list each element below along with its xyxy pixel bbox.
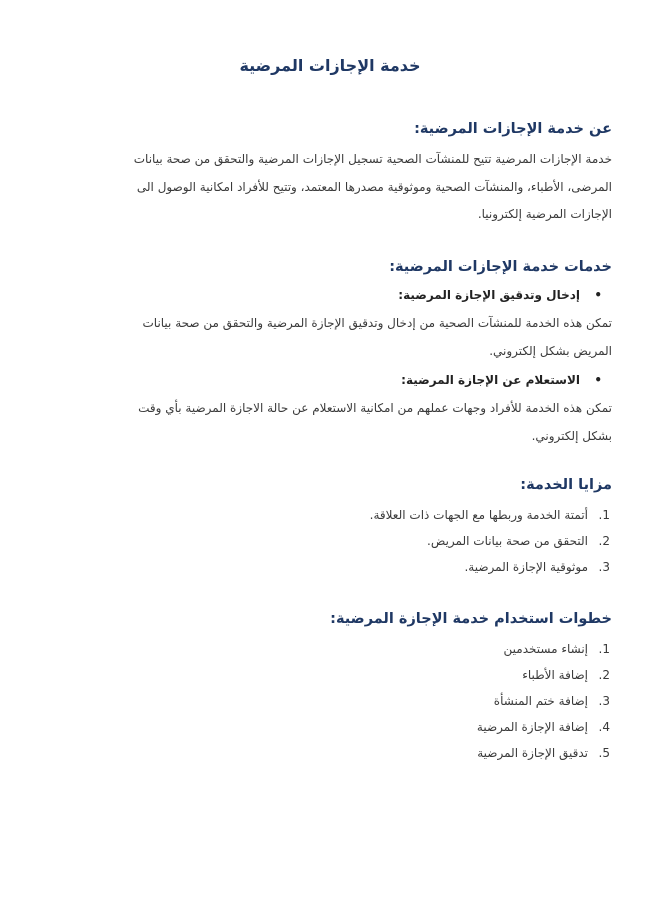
- list-item-number: 4.: [598, 720, 610, 734]
- list-item: [48, 554, 612, 580]
- service-item-entry: [48, 284, 612, 306]
- list-item-text: التحقق من صحة بيانات المريض.: [427, 534, 588, 548]
- services-section: [48, 256, 612, 450]
- list-item: [48, 740, 612, 766]
- service-item-title: الاستعلام عن الإجازة المرضية:: [401, 373, 580, 387]
- steps-heading: خطوات استخدام خدمة الإجازة المرضية:: [330, 611, 612, 627]
- list-item: [48, 636, 612, 662]
- service-entry-line-2: المريض بشكل إلكتروني.: [489, 343, 612, 358]
- list-item-text: إضافة الإجازة المرضية: [476, 720, 588, 734]
- about-line-3: الإجازات المرضية إلكترونيا.: [477, 207, 612, 221]
- list-item-number: 1.: [598, 642, 610, 656]
- list-item-text: إضافة الأطباء: [522, 668, 588, 682]
- bullet-icon: •: [594, 288, 602, 302]
- page-title: خدمة الإجازات المرضية: [239, 56, 421, 75]
- about-line-2: المرضى، الأطباء، والمنشآت الصحية وموثوقية مصدرها المعتمد، وتتيح للأفراد امكانية الوصول الى: [136, 179, 612, 194]
- list-item-text: إنشاء مستخدمين: [503, 642, 588, 656]
- list-item-text: أتمتة الخدمة وربطها مع الجهات ذات العلاقة.: [369, 508, 588, 522]
- about-line-1: خدمة الإجازات المرضية تتيح للمنشآت الصحية تسجيل الإجازات المرضية والتحقق من صحة بيانات: [133, 152, 612, 166]
- list-item: [48, 502, 612, 528]
- list-item-number: 2.: [598, 668, 610, 682]
- about-section: [48, 118, 612, 229]
- services-heading: خدمات خدمة الإجازات المرضية:: [389, 259, 612, 275]
- service-inquiry-line-1: تمكن هذه الخدمة للأفراد وجهات عملهم من امكانية الاستعلام عن حالة الاجازة المرضية بأي وقت: [138, 401, 612, 415]
- list-item-number: 3.: [598, 560, 610, 574]
- list-item-text: إضافة ختم المنشأة: [493, 694, 588, 708]
- list-item: [48, 662, 612, 688]
- advantages-heading: مزايا الخدمة:: [520, 477, 612, 493]
- service-entry-line-1: تمكن هذه الخدمة للمنشآت الصحية من إدخال وتدقيق الإجازة المرضية والتحقق من صحة بيانات: [142, 316, 612, 330]
- list-item-text: موثوقية الإجازة المرضية.: [464, 560, 588, 574]
- list-item-number: 2.: [598, 534, 610, 548]
- advantages-list: [48, 502, 612, 580]
- list-item-number: 1.: [598, 508, 610, 522]
- advantages-section: [48, 474, 612, 580]
- about-heading: عن خدمة الإجازات المرضية:: [414, 121, 612, 137]
- bullet-icon: •: [594, 373, 602, 387]
- list-item-number: 5.: [598, 746, 610, 760]
- list-item-text: تدقيق الإجازة المرضية: [477, 746, 588, 760]
- service-item-inquiry: [48, 369, 612, 391]
- list-item: [48, 528, 612, 554]
- service-item-title: إدخال وتدقيق الإجازة المرضية:: [398, 288, 580, 302]
- list-item: [48, 714, 612, 740]
- steps-section: [48, 608, 612, 766]
- list-item-number: 3.: [598, 694, 610, 708]
- list-item: [48, 688, 612, 714]
- service-inquiry-line-2: بشكل إلكتروني.: [531, 428, 612, 443]
- steps-list: [48, 636, 612, 766]
